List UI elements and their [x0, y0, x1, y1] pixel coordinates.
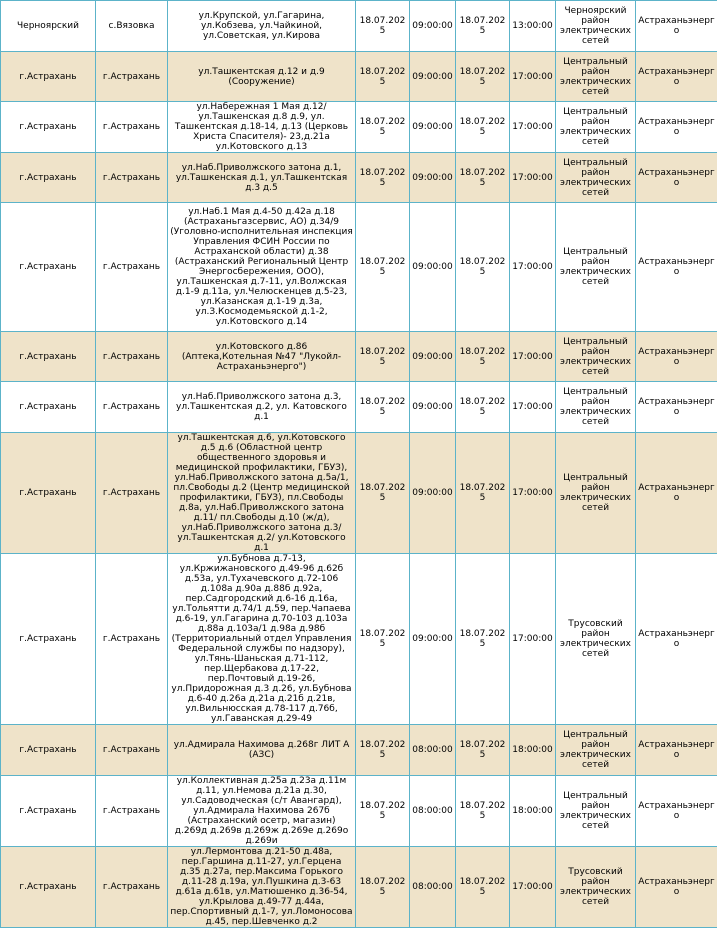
end-time-cell: 17:00:00	[510, 153, 556, 203]
table-row	[1, 153, 717, 203]
locality-cell: г.Астрахань	[96, 776, 168, 847]
start-time-cell: 08:00:00	[410, 725, 456, 776]
end-date-cell: 18.07.2025	[456, 433, 510, 554]
start-date-cell: 18.07.2025	[356, 203, 410, 332]
address-cell: ул.Котовского д.86 (Аптека,Котельная №47 "Лукойл- Астраханьэнерго")	[168, 332, 356, 382]
start-time-cell: 09:00:00	[410, 102, 456, 153]
start-time-cell: 09:00:00	[410, 203, 456, 332]
end-date-cell: 18.07.2025	[456, 554, 510, 725]
end-time-cell: 17:00:00	[510, 332, 556, 382]
end-time-cell: 17:00:00	[510, 52, 556, 102]
district-cell: г.Астрахань	[1, 203, 96, 332]
locality-cell: г.Астрахань	[96, 52, 168, 102]
start-time-cell: 09:00:00	[410, 433, 456, 554]
start-date-cell: 18.07.2025	[356, 776, 410, 847]
locality-cell: г.Астрахань	[96, 332, 168, 382]
end-time-cell: 17:00:00	[510, 433, 556, 554]
company-cell: Астраханьэнерго	[636, 203, 717, 332]
end-time-cell: 13:00:00	[510, 1, 556, 52]
network-area-cell: Трусовский район электрических сетей	[556, 847, 636, 928]
table-row	[1, 776, 717, 847]
network-area-cell: Центральный район электрических сетей	[556, 52, 636, 102]
company-cell: Астраханьэнерго	[636, 1, 717, 52]
table-body	[1, 1, 717, 928]
network-area-cell: Центральный район электрических сетей	[556, 725, 636, 776]
start-time-cell: 09:00:00	[410, 382, 456, 433]
start-date-cell: 18.07.2025	[356, 554, 410, 725]
table-row	[1, 725, 717, 776]
locality-cell: г.Астрахань	[96, 433, 168, 554]
end-time-cell: 18:00:00	[510, 776, 556, 847]
table-row	[1, 1, 717, 52]
district-cell: Черноярский	[1, 1, 96, 52]
end-date-cell: 18.07.2025	[456, 776, 510, 847]
address-cell: ул.Коллективная д.25а д.23а д.11м д.11, ул.Немова д.21а д.30, ул.Садоводческая (с/т Авангард), ул.Адмирала Нахимова 267б (Астраханский осетр, магазин) д.269д д.269в д.269ж д.269е д.269о д.269и	[168, 776, 356, 847]
address-cell: ул.Адмирала Нахимова д.268г ЛИТ А (АЗС)	[168, 725, 356, 776]
table-row	[1, 52, 717, 102]
locality-cell: г.Астрахань	[96, 203, 168, 332]
end-date-cell: 18.07.2025	[456, 102, 510, 153]
network-area-cell: Центральный район электрических сетей	[556, 153, 636, 203]
start-date-cell: 18.07.2025	[356, 382, 410, 433]
network-area-cell: Черноярский район электрических сетей	[556, 1, 636, 52]
start-date-cell: 18.07.2025	[356, 847, 410, 928]
start-time-cell: 09:00:00	[410, 1, 456, 52]
end-time-cell: 17:00:00	[510, 847, 556, 928]
end-time-cell: 17:00:00	[510, 203, 556, 332]
address-cell: ул.Бубнова д.7-13, ул.Кржижановского д.49-96 д.62б д.53а, ул.Тухачевского д.72-106 д.108а д.90а д.88б д.92а, пер.Садгородский д.6-16 д.16а, ул.Тольятти д.74/1 д.59, пер.Чапаева д.6-19, ул.Гагарина д.70-103 д.103а д.88а д.103а/1 д.98а д.98б (Территориальный отдел Управления Федеральной службы по надзору), ул.Тянь-Шаньская д.71-112, пер.Щербакова д.17-22, пер.Почтовый д.19-26, ул.Придорожная д.3 д.26, ул.Бубнова д.6-40 д.26а д.21а д.21б д.21в, ул.Вильнюсская д.78-117 д.76б, ул.Гаванская д.29-49	[168, 554, 356, 725]
address-cell: ул.Ташкентская д.12 и д.9 (Сооружение)	[168, 52, 356, 102]
locality-cell: г.Астрахань	[96, 153, 168, 203]
table-row	[1, 332, 717, 382]
network-area-cell: Центральный район электрических сетей	[556, 382, 636, 433]
end-date-cell: 18.07.2025	[456, 153, 510, 203]
address-cell: ул.Крупской, ул.Гагарина, ул.Кобзева, ул.Чайкиной, ул.Советская, ул.Кирова	[168, 1, 356, 52]
end-time-cell: 18:00:00	[510, 725, 556, 776]
district-cell: г.Астрахань	[1, 102, 96, 153]
network-area-cell: Центральный район электрических сетей	[556, 332, 636, 382]
end-date-cell: 18.07.2025	[456, 847, 510, 928]
company-cell: Астраханьэнерго	[636, 382, 717, 433]
company-cell: Астраханьэнерго	[636, 847, 717, 928]
table-row	[1, 382, 717, 433]
start-time-cell: 08:00:00	[410, 847, 456, 928]
end-date-cell: 18.07.2025	[456, 332, 510, 382]
company-cell: Астраханьэнерго	[636, 433, 717, 554]
start-time-cell: 09:00:00	[410, 153, 456, 203]
start-date-cell: 18.07.2025	[356, 433, 410, 554]
start-time-cell: 09:00:00	[410, 52, 456, 102]
address-cell: ул.Ташкентская д.6, ул.Котовского д.5 д.6 (Областной центр общественного здоровья и медицинской профилактики, ГБУЗ), ул.Наб.Приволжского затона д.5а/1, пл.Свободы д.2 (Центр медицинской профилактики, ГБУЗ), пл.Свободы д.8а, ул.Наб.Приволжского затона д.11/ пл.Свободы д.10 (ж/д), ул.Наб.Приволжского затона д.3/ ул.Ташкентская д.2/ ул.Котовского д.1	[168, 433, 356, 554]
table-row	[1, 554, 717, 725]
district-cell: г.Астрахань	[1, 332, 96, 382]
start-date-cell: 18.07.2025	[356, 153, 410, 203]
district-cell: г.Астрахань	[1, 725, 96, 776]
address-cell: ул.Лермонтова д.21-50 д.48а, пер.Гаршина д.11-27, ул.Герцена д.35 д.27а, пер.Максима Горького д.11-28 д.19а, ул.Пушкина д.3-63 д.61а д.61в, ул.Матюшенко д.36-54, ул.Крылова д.49-77 д.44а, пер.Спортивный д.1-7, ул.Ломоносова д.45, пер.Шевченко д.2	[168, 847, 356, 928]
start-date-cell: 18.07.2025	[356, 332, 410, 382]
start-date-cell: 18.07.2025	[356, 102, 410, 153]
district-cell: г.Астрахань	[1, 52, 96, 102]
district-cell: г.Астрахань	[1, 776, 96, 847]
locality-cell: г.Астрахань	[96, 725, 168, 776]
company-cell: Астраханьэнерго	[636, 725, 717, 776]
end-time-cell: 17:00:00	[510, 382, 556, 433]
start-date-cell: 18.07.2025	[356, 1, 410, 52]
company-cell: Астраханьэнерго	[636, 776, 717, 847]
locality-cell: г.Астрахань	[96, 382, 168, 433]
company-cell: Астраханьэнерго	[636, 52, 717, 102]
end-time-cell: 17:00:00	[510, 554, 556, 725]
end-date-cell: 18.07.2025	[456, 382, 510, 433]
company-cell: Астраханьэнерго	[636, 554, 717, 725]
start-date-cell: 18.07.2025	[356, 725, 410, 776]
end-time-cell: 17:00:00	[510, 102, 556, 153]
network-area-cell: Трусовский район электрических сетей	[556, 554, 636, 725]
table-row	[1, 102, 717, 153]
district-cell: г.Астрахань	[1, 847, 96, 928]
locality-cell: г.Астрахань	[96, 102, 168, 153]
address-cell: ул.Набережная 1 Мая д.12/ ул.Ташкенская д.8 д.9, ул. Ташкентская д.18-14, д.13 (Церковь Христа Спасителя)- 23,д.21а ул.Котовского д.13	[168, 102, 356, 153]
district-cell: г.Астрахань	[1, 554, 96, 725]
address-cell: ул.Наб.1 Мая д.4-50 д.42а д.18 (Астраханьгазсервис, АО) д.34/9 (Уголовно-исполнительная инспекция Управления ФСИН России по Астраханской области) д.38 (Астраханский Региональный Центр Энергосбережения, ООО), ул.Ташкенская д.7-11, ул.Волжская д.1-9 д.11а, ул.Челюскенцев д.5-23, ул.Казанская д.1-19 д.3а, ул.З.Космодемьяской д.1-2, ул.Котовского д.14	[168, 203, 356, 332]
district-cell: г.Астрахань	[1, 153, 96, 203]
start-time-cell: 09:00:00	[410, 332, 456, 382]
network-area-cell: Центральный район электрических сетей	[556, 203, 636, 332]
end-date-cell: 18.07.2025	[456, 1, 510, 52]
end-date-cell: 18.07.2025	[456, 203, 510, 332]
network-area-cell: Центральный район электрических сетей	[556, 776, 636, 847]
end-date-cell: 18.07.2025	[456, 52, 510, 102]
table-row	[1, 847, 717, 928]
locality-cell: с.Вязовка	[96, 1, 168, 52]
start-time-cell: 09:00:00	[410, 554, 456, 725]
address-cell: ул.Наб.Приволжского затона д.3, ул.Ташкентская д.2, ул. Катовского д.1	[168, 382, 356, 433]
locality-cell: г.Астрахань	[96, 847, 168, 928]
address-cell: ул.Наб.Приволжского затона д.1, ул.Ташкенская д.1, ул.Ташкентская д.3 д.5	[168, 153, 356, 203]
network-area-cell: Центральный район электрических сетей	[556, 433, 636, 554]
district-cell: г.Астрахань	[1, 433, 96, 554]
district-cell: г.Астрахань	[1, 382, 96, 433]
start-date-cell: 18.07.2025	[356, 52, 410, 102]
table-row	[1, 203, 717, 332]
company-cell: Астраханьэнерго	[636, 102, 717, 153]
network-area-cell: Центральный район электрических сетей	[556, 102, 636, 153]
table-row	[1, 433, 717, 554]
end-date-cell: 18.07.2025	[456, 725, 510, 776]
locality-cell: г.Астрахань	[96, 554, 168, 725]
company-cell: Астраханьэнерго	[636, 153, 717, 203]
company-cell: Астраханьэнерго	[636, 332, 717, 382]
start-time-cell: 08:00:00	[410, 776, 456, 847]
